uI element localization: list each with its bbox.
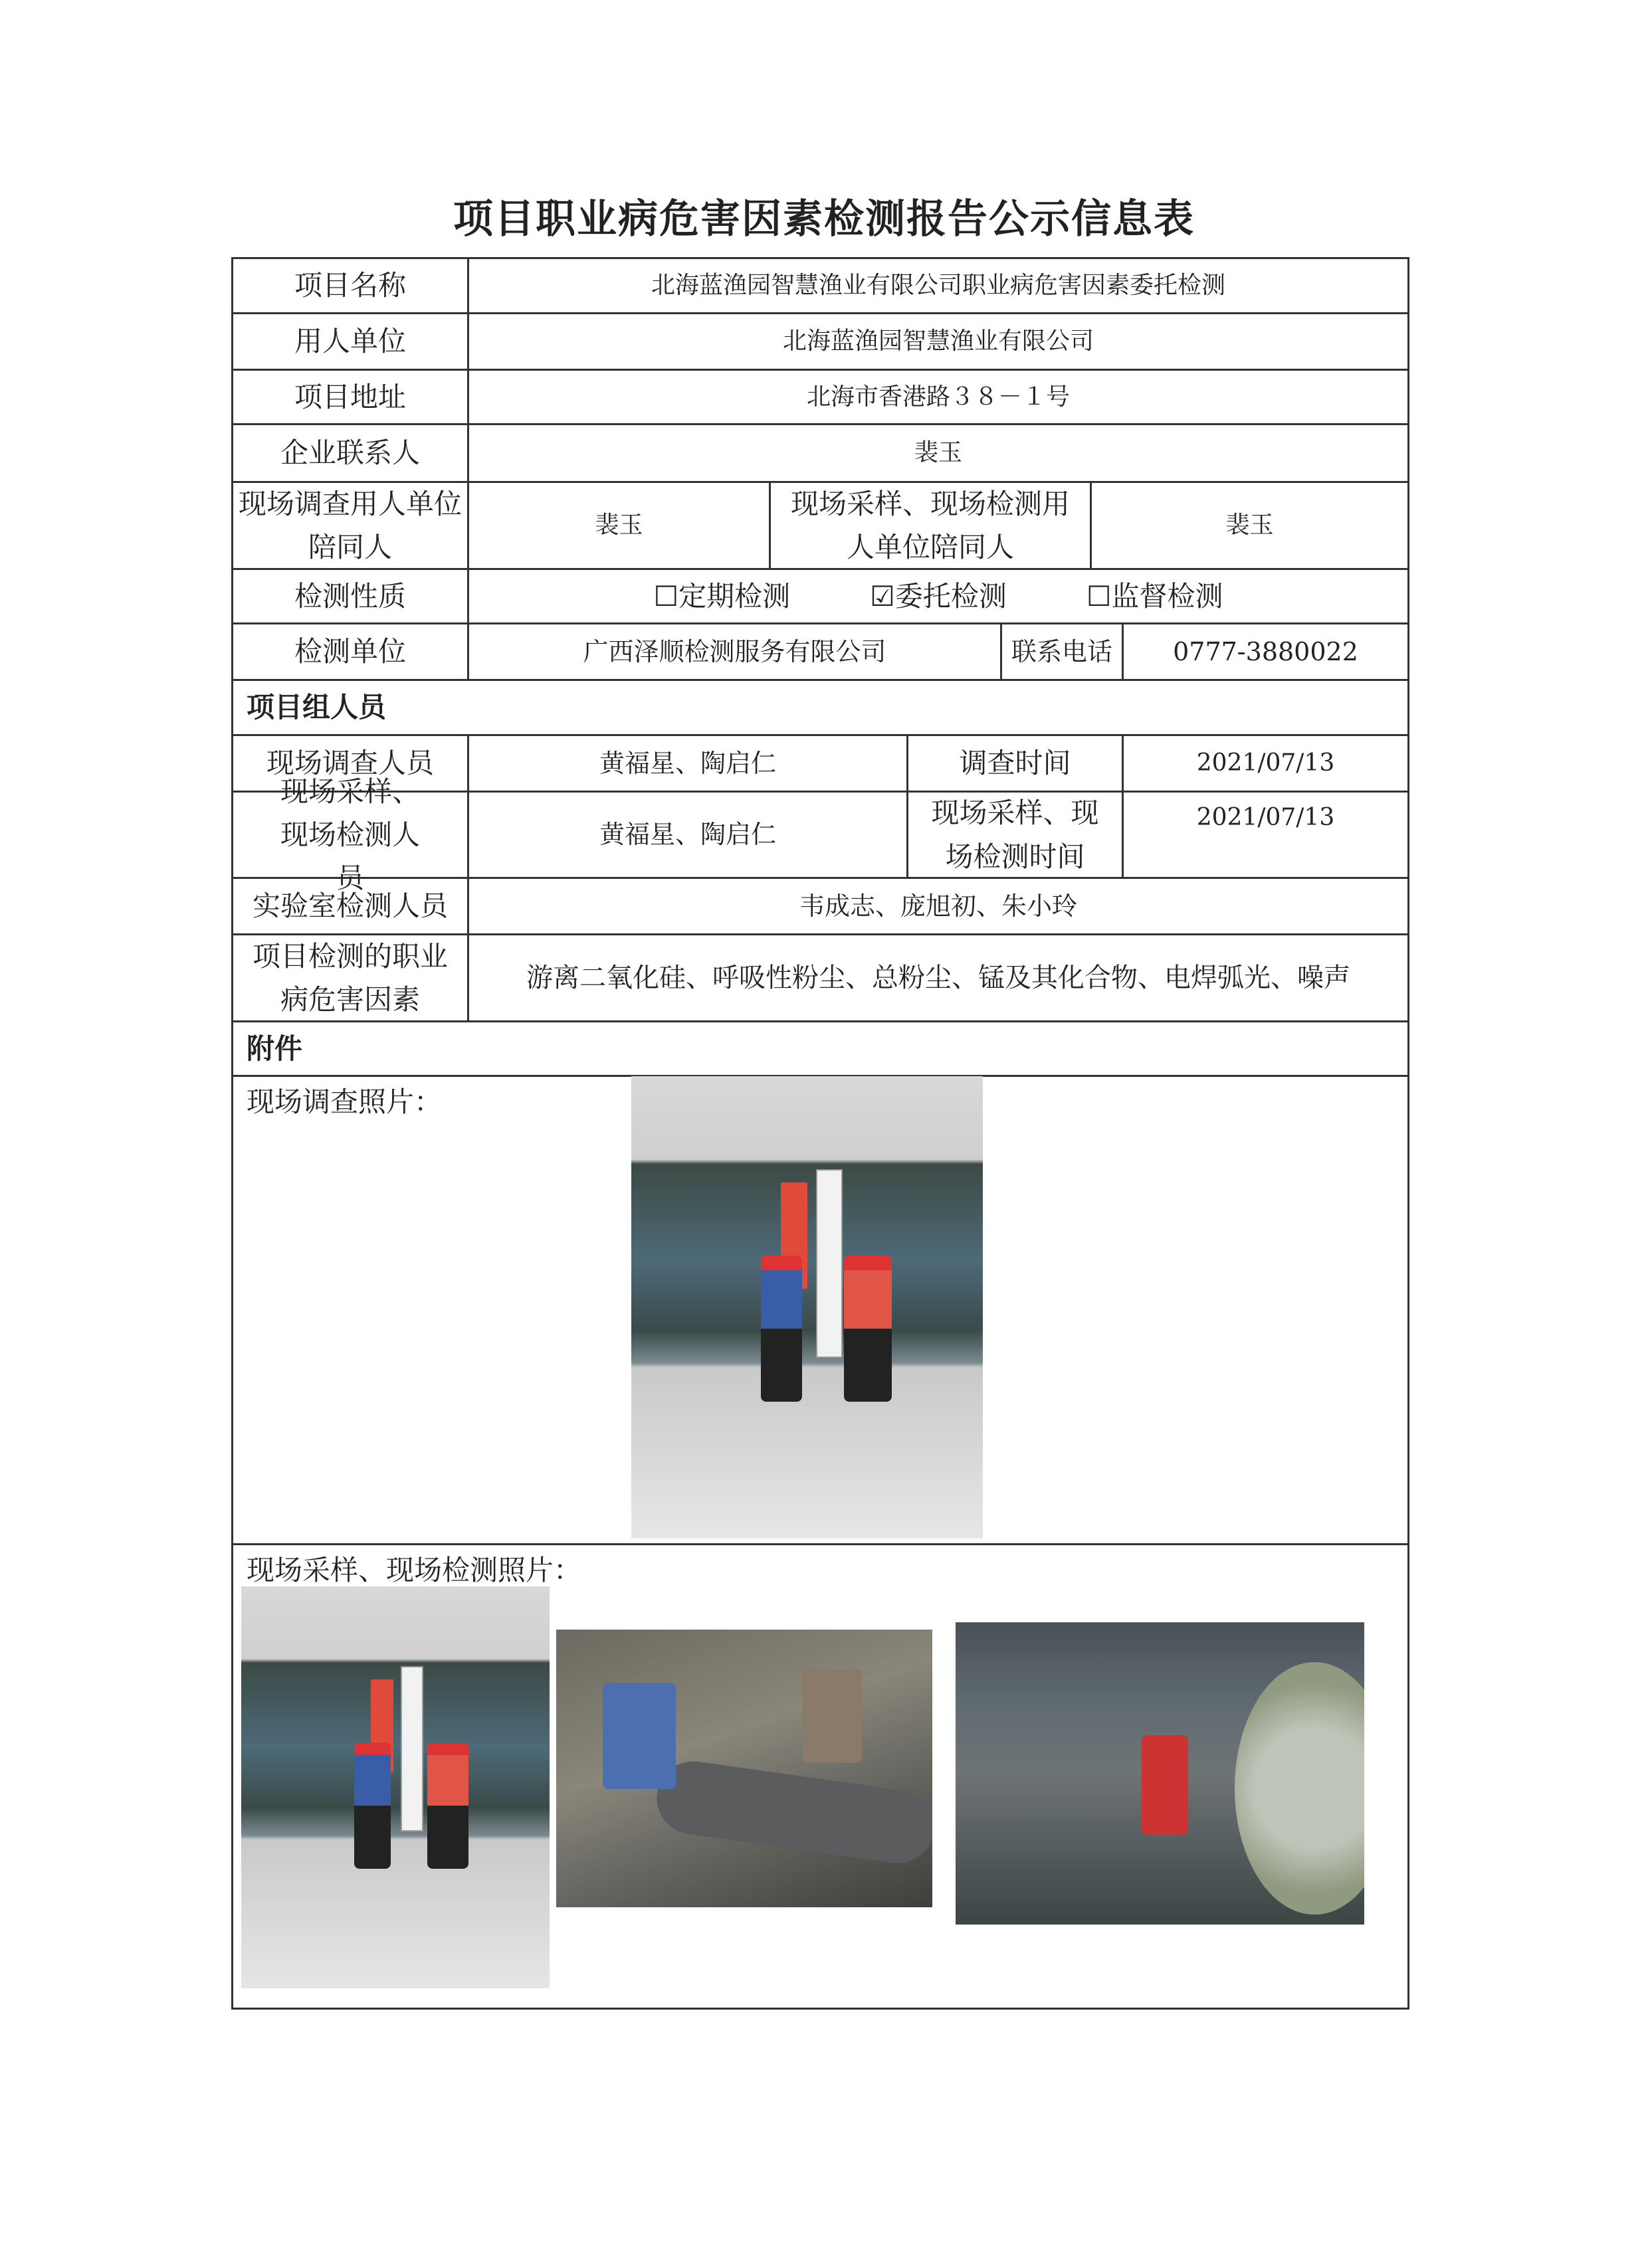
- row-employer: [233, 314, 1407, 371]
- sampling-photo-3: [956, 1622, 1364, 1925]
- checkbox-commissioned[interactable]: ☑委托检测: [870, 579, 1007, 613]
- label: 现场调查用人单位陪同人: [233, 483, 469, 568]
- lathe-chuck: [1235, 1662, 1364, 1915]
- person: [761, 1256, 802, 1402]
- survey-photo: [631, 1076, 983, 1539]
- label: 项目检测的职业病危害因素: [233, 935, 469, 1020]
- label: 现场调查人员: [233, 736, 469, 791]
- row-address: [233, 371, 1407, 425]
- company-sign: [401, 1666, 423, 1832]
- label: 现场采样、现场检测用人单位陪同人: [771, 483, 1092, 568]
- label: 实验室检测人员: [233, 879, 469, 933]
- row-attachments-section: [233, 1022, 1407, 1077]
- worker: [1142, 1735, 1188, 1835]
- phone: 0777-3880022: [1173, 636, 1358, 666]
- label: 现场采样、现场检测人员: [233, 793, 469, 877]
- sampling-photo-2: [556, 1630, 932, 1907]
- row-project-name: [233, 259, 1407, 314]
- value: 游离二氧化硅、呼吸性粉尘、总粉尘、锰及其化合物、电焊弧光、噪声: [526, 963, 1350, 993]
- label: 调查时间: [908, 736, 1124, 791]
- section-heading: 项目组人员: [247, 691, 387, 724]
- label: 现场调查照片：: [247, 1086, 443, 1118]
- row-agency: [233, 624, 1407, 681]
- label: 企业联系人: [233, 425, 469, 481]
- value: 广西泽顺检测服务有限公司: [469, 624, 1002, 679]
- value: 北海蓝渔园智慧渔业有限公司: [782, 328, 1094, 355]
- value: 2021/07/13: [1196, 749, 1335, 777]
- row-team-section: [233, 681, 1407, 736]
- label: 检测性质: [233, 570, 469, 622]
- nature-options: [469, 570, 1407, 622]
- row-escort: [233, 483, 1407, 570]
- checkbox-supervision[interactable]: ☐监督检测: [1086, 579, 1223, 613]
- sampling-photo-1: [241, 1586, 550, 1988]
- label: 检测单位: [233, 624, 469, 679]
- value: 韦成志、庞旭初、朱小玲: [799, 891, 1077, 921]
- worker: [603, 1683, 676, 1789]
- label: 项目名称: [233, 259, 469, 312]
- value: 北海市香港路３８－１号: [806, 383, 1070, 411]
- value: 2021/07/13: [1196, 804, 1335, 831]
- label: 联系电话: [1002, 624, 1124, 679]
- page-title: 项目职业病危害因素检测报告公示信息表: [453, 196, 1195, 242]
- value: 黄福星、陶启仁: [469, 793, 908, 877]
- row-contact: [233, 425, 1407, 483]
- pipe: [652, 1756, 932, 1867]
- checkbox-periodic[interactable]: ☐定期检测: [653, 579, 791, 613]
- row-sampling-staff: [233, 775, 1407, 895]
- value: 黄福星、陶启仁: [469, 736, 908, 791]
- row-nature: [233, 570, 1407, 624]
- row-lab-staff: [233, 879, 1407, 935]
- section-heading: 附件: [247, 1032, 303, 1065]
- label: 现场采样、现场检测照片：: [247, 1554, 582, 1586]
- company-sign: [816, 1169, 843, 1358]
- value: 裴玉: [469, 483, 771, 568]
- value: 裴玉: [1225, 512, 1274, 539]
- label: 现场采样、现场检测时间: [908, 793, 1124, 877]
- value: 裴玉: [914, 439, 962, 467]
- person: [354, 1743, 391, 1869]
- worker: [802, 1669, 862, 1762]
- value: 北海蓝渔园智慧渔业有限公司职业病危害因素委托检测: [651, 272, 1225, 300]
- label: 项目地址: [233, 371, 469, 423]
- person: [427, 1743, 468, 1869]
- label: 用人单位: [233, 314, 469, 369]
- person: [844, 1256, 892, 1402]
- row-factors: [233, 935, 1407, 1022]
